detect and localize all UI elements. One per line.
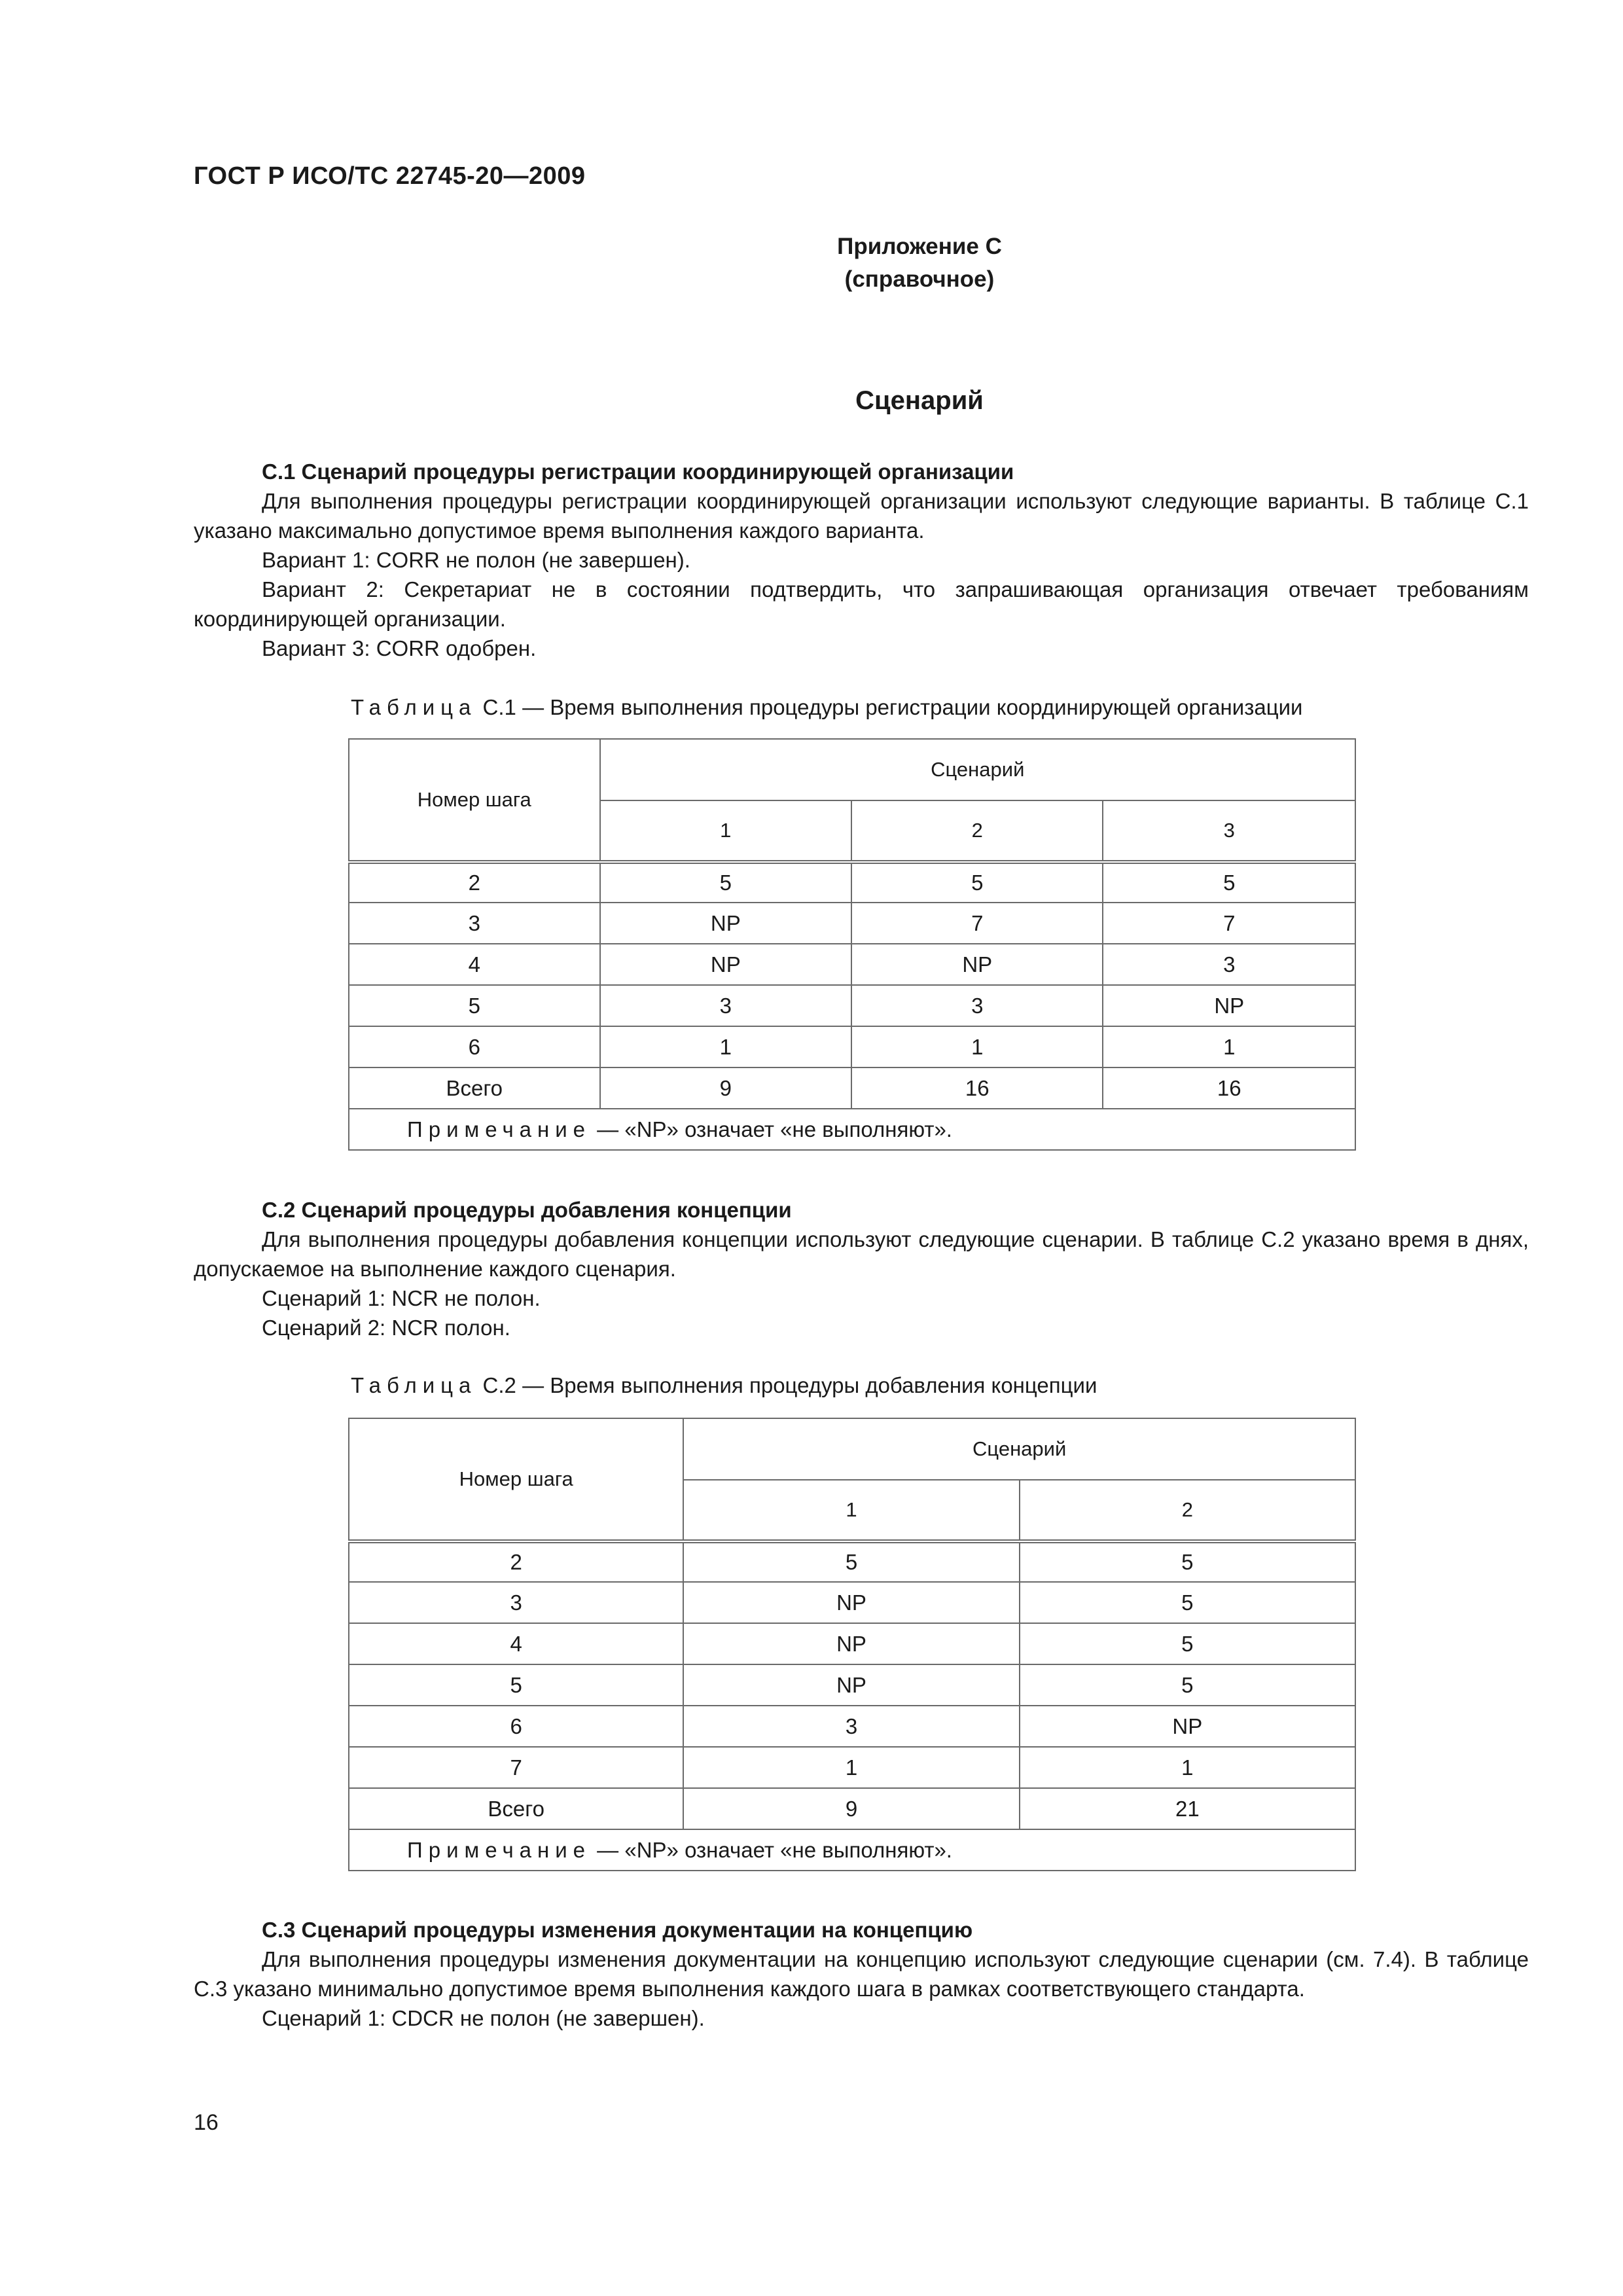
- table-note-row: [349, 1109, 1355, 1150]
- table2-header-step: Номер шага: [349, 1418, 683, 1541]
- table1-subheader: 2: [851, 800, 1103, 862]
- table1-note-label: Примечание: [407, 1117, 592, 1141]
- table-cell: 6: [349, 1706, 683, 1747]
- table-cell: Всего: [349, 1788, 683, 1829]
- table-cell: 5: [1020, 1582, 1355, 1623]
- table1-caption-prefix: Таблица: [351, 695, 477, 719]
- page-number: 16: [194, 2110, 219, 2135]
- table-cell: 16: [851, 1067, 1103, 1109]
- table1-note: [349, 1109, 1355, 1150]
- table2: [348, 1418, 1356, 1871]
- table-cell: 1: [600, 1026, 851, 1067]
- annex-heading: [0, 230, 1623, 296]
- table-cell: 4: [349, 944, 600, 985]
- table-cell: NP: [851, 944, 1103, 985]
- table-note-row: [349, 1829, 1355, 1871]
- table-row: [349, 1623, 1355, 1664]
- table1-subheader: 1: [600, 800, 851, 862]
- table-cell: NP: [683, 1664, 1019, 1706]
- table-cell: 5: [1103, 862, 1355, 903]
- table-cell: 5: [600, 862, 851, 903]
- table-row: [349, 1706, 1355, 1747]
- table-cell: 5: [1020, 1541, 1355, 1582]
- table-cell: 9: [683, 1788, 1019, 1829]
- annex-title: Приложение С: [837, 234, 1002, 259]
- table-cell: 4: [349, 1623, 683, 1664]
- table-cell: NP: [683, 1582, 1019, 1623]
- table-row: [349, 1541, 1355, 1582]
- table2-caption-prefix: Таблица: [351, 1373, 477, 1397]
- table-cell: 3: [349, 1582, 683, 1623]
- variant-1: Вариант 1: CORR не полон (не завершен).: [262, 548, 690, 572]
- c3-scenario-1: Сценарий 1: CDCR не полон (не завершен).: [262, 2006, 705, 2030]
- scenario-1: Сценарий 1: NCR не полон.: [262, 1286, 541, 1310]
- annex-type: (справочное): [844, 266, 995, 292]
- standard-code: ГОСТ Р ИСО/ТС 22745-20—2009: [194, 162, 586, 190]
- table-row: [349, 1026, 1355, 1067]
- table2-caption-text: С.2 — Время выполнения процедуры добавления концепции: [476, 1373, 1097, 1397]
- table-cell: 3: [683, 1706, 1019, 1747]
- table1-caption-text: С.1 — Время выполнения процедуры регистрации координирующей организации: [476, 695, 1303, 719]
- table2-subheader: 2: [1020, 1480, 1355, 1541]
- table-cell: 7: [851, 903, 1103, 944]
- section-c3-paragraph: Для выполнения процедуры изменения документации на концепцию используют следующие сценарии (см. 7.4). В таблице С.3 указано минимально допустимое время выполнения каждого шага в рамках соответствующего стандарта.: [194, 1947, 1529, 2001]
- section-c1-heading: С.1 Сценарий процедуры регистрации координирующей организации: [262, 459, 1014, 484]
- table-cell: 5: [683, 1541, 1019, 1582]
- table-cell: 5: [1020, 1623, 1355, 1664]
- table-cell: 2: [349, 1541, 683, 1582]
- table-cell: 1: [1020, 1747, 1355, 1788]
- table1: [348, 738, 1356, 1151]
- section-c3: [194, 1915, 1529, 2033]
- table-cell: 2: [349, 862, 600, 903]
- table2-subheader: 1: [683, 1480, 1019, 1541]
- table-cell: 1: [1103, 1026, 1355, 1067]
- section-c2-heading: С.2 Сценарий процедуры добавления концепции: [262, 1198, 792, 1222]
- table-row: [349, 1582, 1355, 1623]
- table-cell: 1: [683, 1747, 1019, 1788]
- table-row: [349, 1664, 1355, 1706]
- table-cell: 7: [349, 1747, 683, 1788]
- table-cell: 16: [1103, 1067, 1355, 1109]
- table1-note-text: — «NP» означает «не выполняют».: [591, 1117, 952, 1141]
- table1-subheader: 3: [1103, 800, 1355, 862]
- table-cell: NP: [600, 944, 851, 985]
- table-row: [349, 944, 1355, 985]
- section-c1-paragraph: Для выполнения процедуры регистрации координирующей организации используют следующие варианты. В таблице С.1 указано максимально допустимое время выполнения каждого варианта.: [194, 489, 1529, 543]
- section-c2-paragraph: Для выполнения процедуры добавления концепции используют следующие сценарии. В таблице С.2 указано время в днях, допускаемое на выполнение каждого сценария.: [194, 1227, 1529, 1281]
- table-cell: 3: [600, 985, 851, 1026]
- table-cell: 3: [851, 985, 1103, 1026]
- table-row: [349, 903, 1355, 944]
- table-cell: 6: [349, 1026, 600, 1067]
- table-cell: NP: [1020, 1706, 1355, 1747]
- scenario-2: Сценарий 2: NCR полон.: [262, 1316, 510, 1340]
- table2-header-scenario: Сценарий: [683, 1418, 1355, 1480]
- table-cell: 5: [851, 862, 1103, 903]
- table2-note: [349, 1829, 1355, 1871]
- table2-caption: [351, 1373, 1097, 1398]
- table-cell: NP: [683, 1623, 1019, 1664]
- table-cell: 7: [1103, 903, 1355, 944]
- table-row: [349, 985, 1355, 1026]
- table2-note-text: — «NP» означает «не выполняют».: [591, 1837, 952, 1862]
- table-row: [349, 1788, 1355, 1829]
- table-cell: 5: [1020, 1664, 1355, 1706]
- table1-caption: [351, 695, 1302, 720]
- table-cell: Всего: [349, 1067, 600, 1109]
- table-cell: 3: [349, 903, 600, 944]
- table1-header-scenario: Сценарий: [600, 739, 1355, 800]
- table-row: [349, 1067, 1355, 1109]
- section-c3-heading: С.3 Сценарий процедуры изменения документации на концепцию: [262, 1918, 973, 1942]
- table-cell: 3: [1103, 944, 1355, 985]
- table-cell: 21: [1020, 1788, 1355, 1829]
- main-title: Сценарий: [855, 386, 984, 415]
- table-cell: NP: [1103, 985, 1355, 1026]
- table-row: [349, 1747, 1355, 1788]
- table-cell: 5: [349, 1664, 683, 1706]
- section-c1: [194, 457, 1529, 663]
- table-row: [349, 862, 1355, 903]
- table2-note-label: Примечание: [407, 1837, 592, 1862]
- table-cell: NP: [600, 903, 851, 944]
- table-cell: 9: [600, 1067, 851, 1109]
- table-cell: 1: [851, 1026, 1103, 1067]
- section-c2: [194, 1195, 1529, 1342]
- table-cell: 5: [349, 985, 600, 1026]
- table1-header-step: Номер шага: [349, 739, 600, 862]
- variant-3: Вариант 3: CORR одобрен.: [262, 636, 537, 660]
- variant-2: Вариант 2: Секретариат не в состоянии подтвердить, что запрашивающая организация отвечает требованиям координирующей организации.: [194, 577, 1529, 631]
